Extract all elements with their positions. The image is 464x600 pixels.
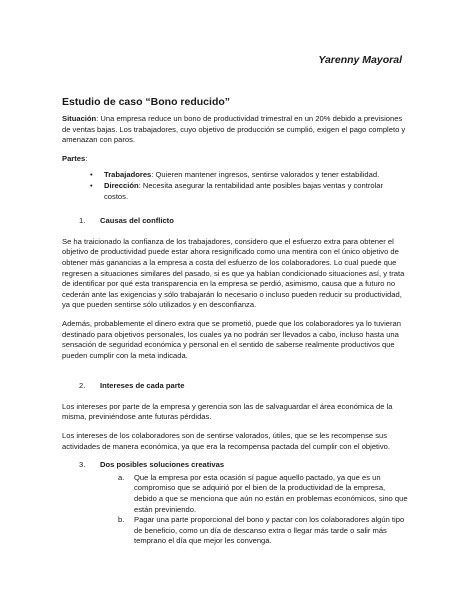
section-2-paragraph-2: Los intereses de los colaboradores son de sentirse valorados, útiles, que se les recompense sus actividades de manera económica, ya que era la recompensa pactada del cumplir con el objetivo. bbox=[62, 431, 390, 451]
party-label: Trabajadores bbox=[104, 170, 152, 180]
party-label: Dirección bbox=[104, 180, 139, 190]
situation-paragraph bbox=[62, 114, 408, 146]
document-title: Estudio de caso “Bono reducido” bbox=[62, 96, 231, 108]
parties-list bbox=[62, 170, 408, 202]
parties-label: Partes bbox=[62, 153, 86, 163]
solution-item-b bbox=[118, 515, 408, 547]
document-body bbox=[62, 114, 408, 547]
section-title: Intereses de cada parte bbox=[100, 381, 185, 391]
solution-text: Pagar una parte proporcional del bono y pactar con los colaboradores algún tipo de beneficio, como un día de descanso extra o llegar más tarde o salir más temprano el día que mejor les convenga. bbox=[134, 515, 405, 546]
section-1-paragraph-2: Además, probablemente el dinero extra que se prometió, puede que los colaboradores ya lo tuvieran destinado para objetivos personales, los cuales ya no podrán ser llevados a cabo, incluso hasta una sensación de seguridad económica y personal en el sentido de saberse realmente productivos que pueden cumplir con la meta indicada. bbox=[62, 318, 401, 360]
section-number: 3. bbox=[79, 460, 86, 470]
solution-text: Que la empresa por esta ocasión sí pague aquello pactado, ya que es un compromiso que se adquirió por el bien de la productividad de la empresa, debido a que se menciona que aún no están en problemas económicos, sino que están previniendo. bbox=[134, 472, 408, 514]
situation-label: Situación bbox=[62, 114, 97, 123]
section-1-heading bbox=[79, 216, 408, 227]
parties-heading: Partes: bbox=[62, 153, 88, 163]
situation-text: : Una empresa reduce un bono de productividad trimestral en un 20% debido a previsiones de ventas bajas. Los trabajadores, cuyo objetivo de producción se cumplió, exigen el pago completo y amenazan con paros. bbox=[62, 114, 406, 145]
party-item-workers bbox=[104, 170, 408, 181]
section-1-paragraph-1: Se ha traicionado la confianza de los trabajadores, considero que el esfuerzo extra para obtener el objetivo de productividad puede estar ahora resignificado como una mentira con el único objetivo de obtener más ganancias a la empresa a costa del esfuerzo de los colaboradores. Lo cual puede que regresen a situaciones similares del pasado, si es que ya habían condicionado situaciones así, y trata de identificar por qué esta transparencia en la empresa se perdió, asimismo, causa que a futuro no cederán ante las exigencias y sólo trabajarán lo necesario o incluso pueden reducir su productividad, ya que pueden sentirse sólo utilizados y en desconfianza. bbox=[62, 236, 405, 310]
party-text: : Quieren mantener ingresos, sentirse valorados y tener estabilidad. bbox=[151, 170, 380, 180]
solution-letter: a. bbox=[118, 472, 125, 482]
solution-letter: b. bbox=[118, 515, 125, 525]
section-number: 1. bbox=[79, 216, 86, 226]
solutions-list bbox=[62, 473, 408, 547]
author-name: Yarenny Mayoral bbox=[318, 54, 402, 66]
section-number: 2. bbox=[79, 381, 86, 391]
solution-item-a bbox=[118, 473, 408, 515]
section-title: Causas del conflicto bbox=[100, 216, 174, 226]
section-3-heading bbox=[79, 460, 408, 471]
section-2-heading bbox=[79, 381, 408, 392]
section-title: Dos posibles soluciones creativas bbox=[100, 460, 225, 470]
party-item-management bbox=[104, 181, 408, 202]
party-text: : Necesita asegurar la rentabilidad ante posibles bajas ventas y controlar costos. bbox=[104, 180, 384, 201]
section-2-paragraph-1: Los intereses por parte de la empresa y gerencia son las de salvaguardar el área económica de la misma, previniéndose ante futuras pérdidas. bbox=[62, 401, 393, 422]
